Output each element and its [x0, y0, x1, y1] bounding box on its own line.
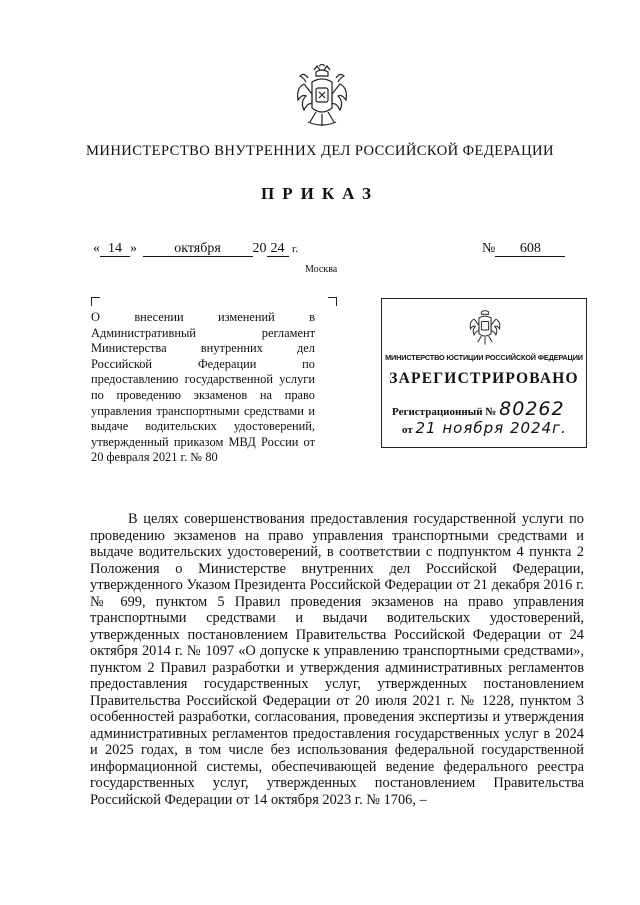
stamp-date-value: 21 ноября 2024г. — [415, 419, 567, 437]
stamp-ministry: МИНИСТЕРСТВО ЮСТИЦИИ РОССИЙСКОЙ ФЕДЕРАЦИИ — [385, 353, 583, 362]
registration-stamp — [381, 298, 587, 448]
city: Москва — [305, 264, 338, 275]
number-label: № — [482, 241, 496, 256]
order-date — [93, 241, 298, 257]
order-subject: О внесении изменений в Административный регламент Министерства внутренних дел Российской Федерации по предоставлению государственной услуги по проведению экзаменов на право управления транспортными средствами и выдаче водительских удостоверений, утвержденный приказом МВД России от 20 февраля 2021 г. № 80 — [91, 310, 315, 465]
stamp-date-line — [402, 419, 567, 437]
date-day: 14 — [100, 241, 130, 257]
date-month: октября — [143, 241, 253, 257]
document-type-title: ПРИКАЗ — [261, 184, 379, 203]
stamp-emblem-icon — [468, 307, 502, 347]
coat-of-arms-icon — [294, 64, 350, 130]
subject-bracket-right — [328, 297, 337, 306]
ministry-name: МИНИСТЕРСТВО ВНУТРЕННИХ ДЕЛ РОССИЙСКОЙ ФЕДЕРАЦИИ — [86, 143, 554, 159]
stamp-date-label: от — [402, 424, 413, 436]
date-year-abbr: г. — [292, 243, 299, 255]
date-close-quote: » — [130, 241, 137, 256]
stamp-reg-number-line — [392, 398, 565, 420]
stamp-reg-number: 80262 — [499, 398, 565, 420]
order-number — [482, 241, 565, 257]
date-year-suffix: 24 — [267, 241, 289, 257]
subject-bracket-left — [91, 297, 100, 306]
stamp-reg-label: Регистрационный № — [392, 406, 497, 418]
number-value: 608 — [495, 241, 565, 257]
date-open-quote: « — [93, 241, 100, 256]
order-preamble — [90, 511, 584, 808]
date-year-prefix: 20 — [252, 241, 267, 256]
preamble-paragraph: В целях совершенствования предоставления государственной услуги по проведению экзаменов на право управления транспортными средствами и выдаче водительских удостоверений, в соответствии с подпунктом 4 пункта 2 Положения о Министерстве внутренних дел Российской Федерации, утвержденного Указом Президента Российской Федерации от 21 декабря 2016 г. № 699, пунктом 5 Правил проведения экзаменов на право управления транспортными средствами и выдачи водительских удостоверений, утвержденных постановлением Правительства Российской Федерации от 24 октября 2014 г. № 1097 «О допуске к управлению транспортными средствами», пунктом 2 Правил разработки и утверждения административных регламентов предоставления государственных услуг, утвержденных постановлением Правительства Российской Федерации от 20 июля 2021 г. № 1228, пунктом 3 особенностей разработки, согласования, проведения экспертизы и утверждения административных регламентов предоставления государственных услуг в 2024 и 2025 годах, в том числе без использования федеральной государственной информационной системы, обеспечивающей ведение федерального реестра государственных услуг, утвержденных постановлением Правительства Российской Федерации от 14 октября 2023 г. № 1706, – — [90, 511, 584, 808]
stamp-registered: ЗАРЕГИСТРИРОВАНО — [389, 370, 579, 387]
